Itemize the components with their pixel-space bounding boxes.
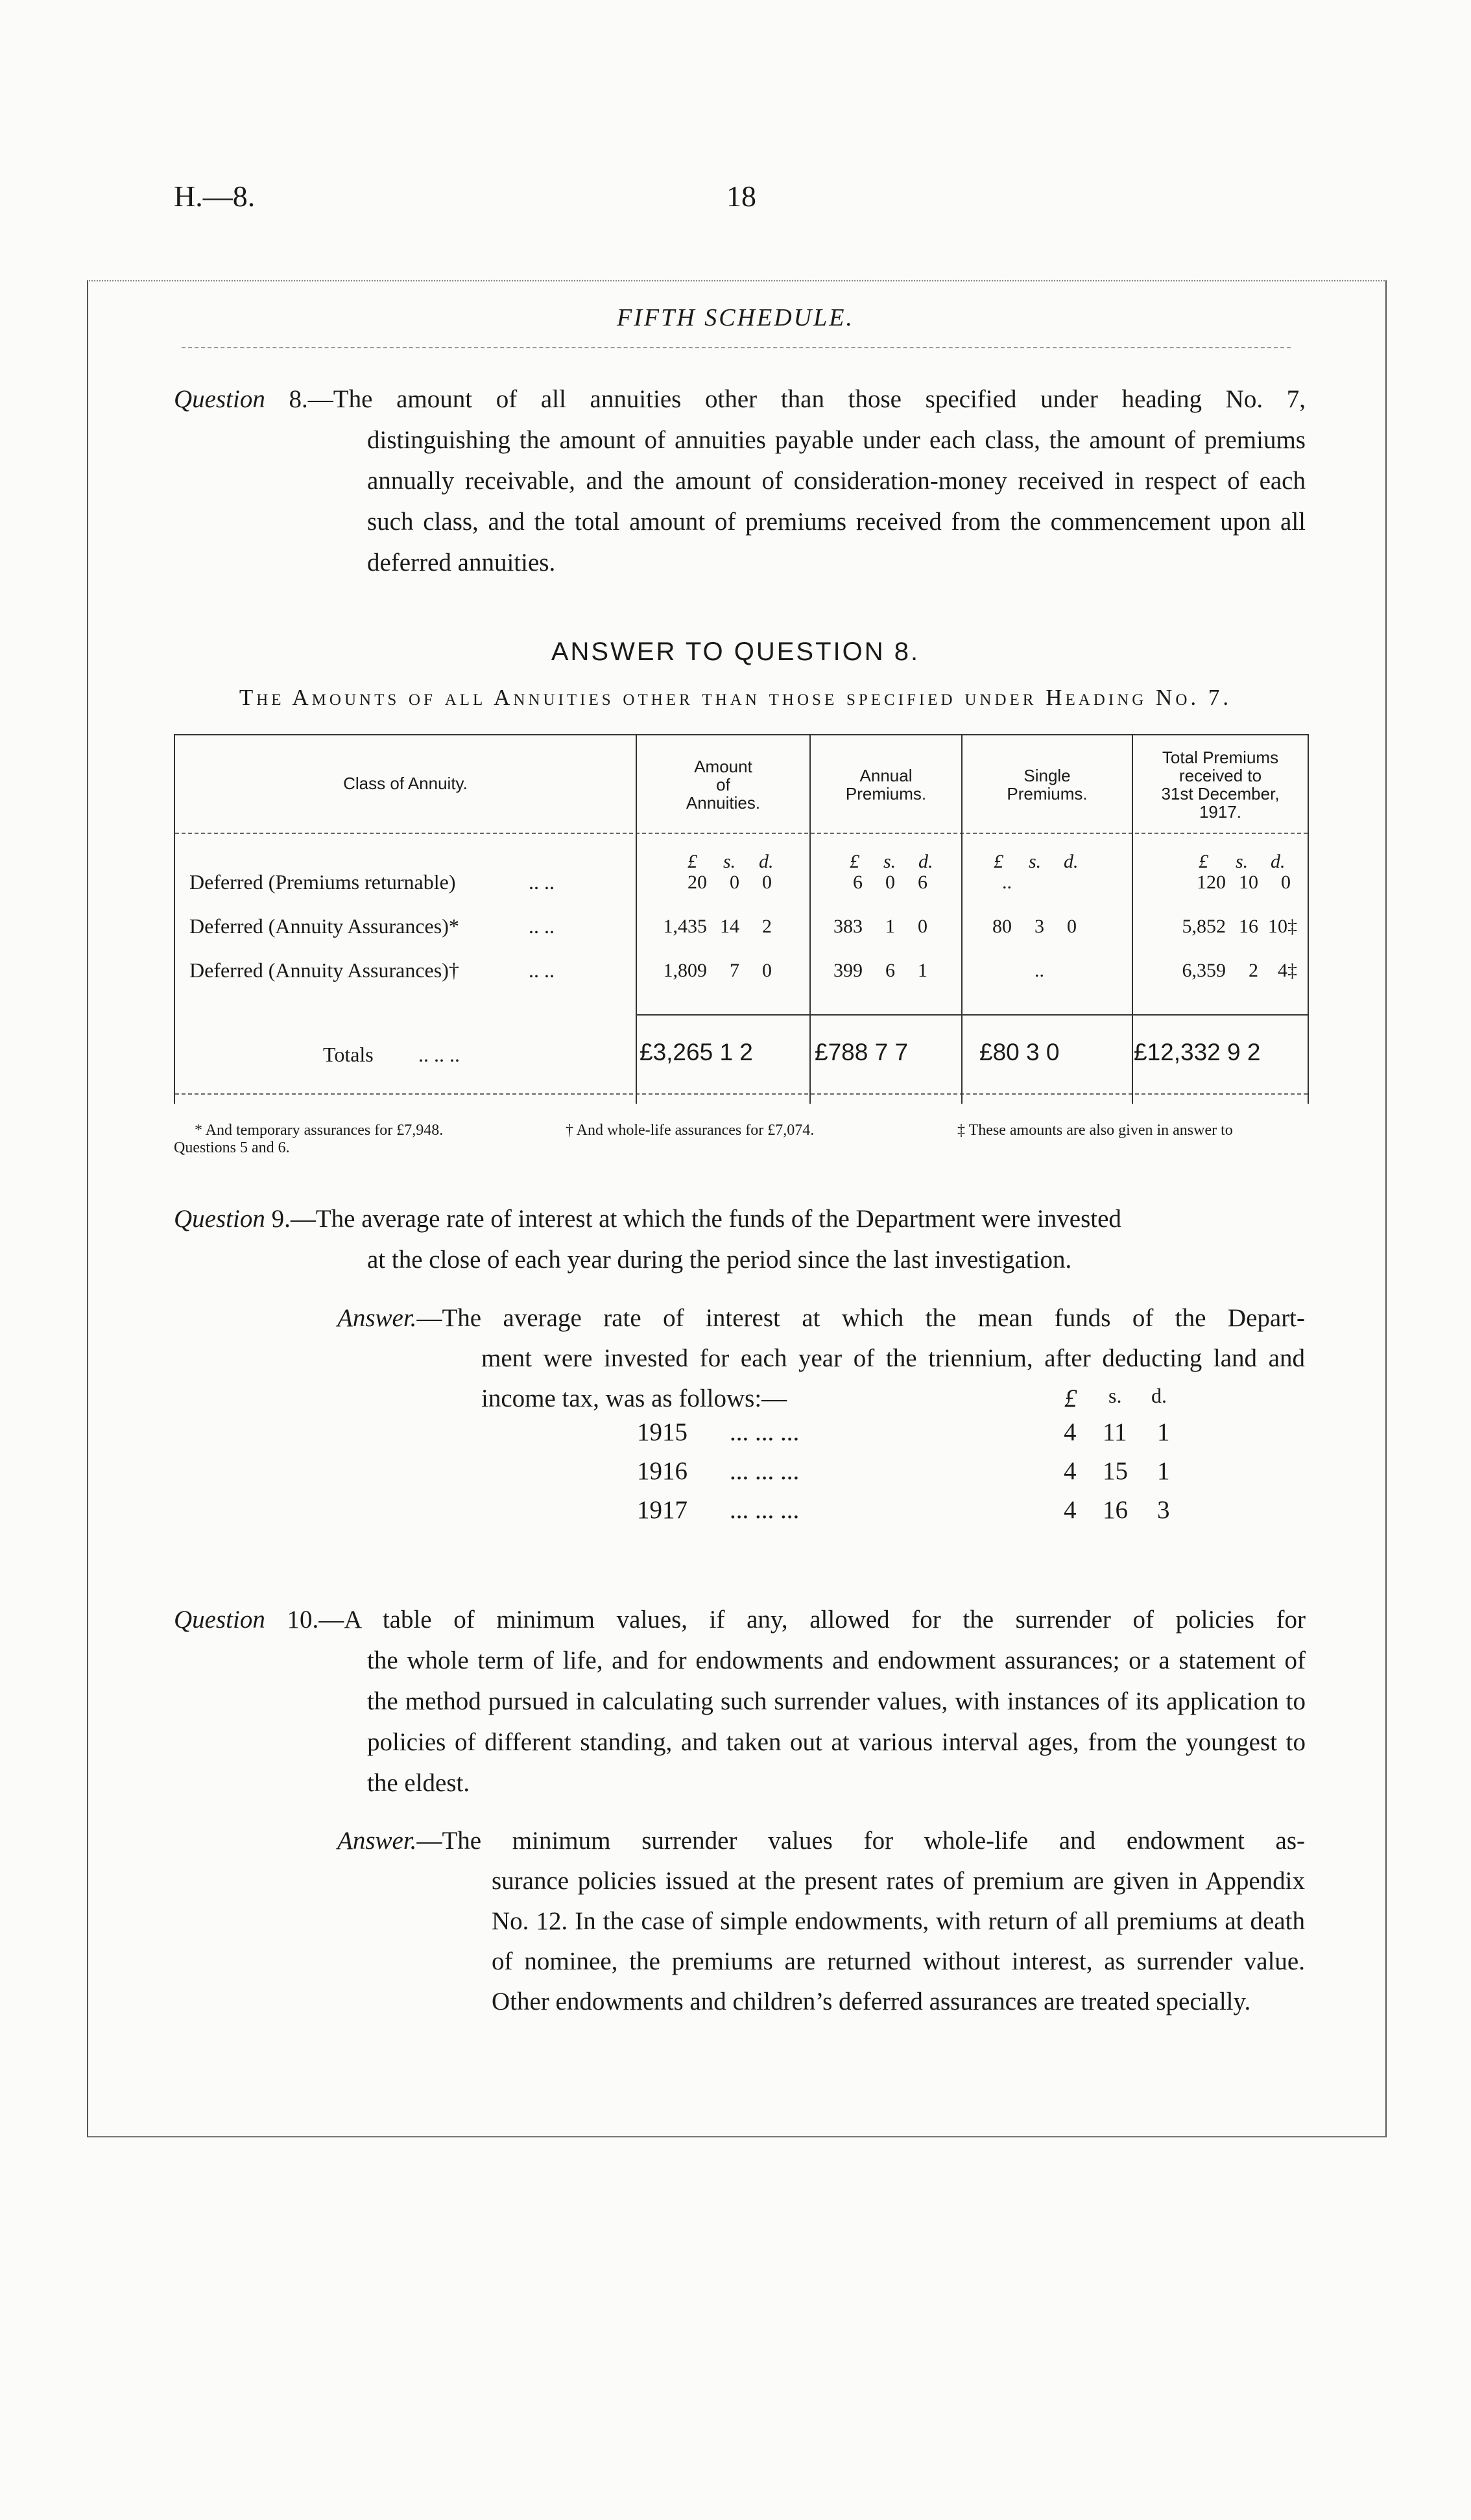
unit-shillings: s. <box>723 851 736 872</box>
rate-pounds: 4 <box>1064 1418 1077 1446</box>
amount-pounds: 1,809 <box>663 960 707 981</box>
question-10 <box>174 1599 1306 1803</box>
answer-9-continuation: ment were invested for each year of the triennium, after deducting land and income tax, was as follows:— <box>481 1344 1305 1412</box>
total-pounds: 6,359 <box>1182 960 1226 981</box>
totals-rule <box>637 1014 1308 1016</box>
question-10-continuation: the whole term of life, and for endowments and endowment assurances; or a statement of the method pursued in calculating such surrender values, with instances of its application to policies of different standing, and taken out at various interval ages, from the youngest to the eldest. <box>367 1646 1306 1797</box>
row-leader-dots: .. .. <box>529 870 555 894</box>
schedule-title: FIFTH SCHEDULE. <box>617 304 854 331</box>
amount-shillings: 0 <box>730 872 739 893</box>
row-label: Deferred (Annuity Assurances)† <box>189 958 459 982</box>
amount-shillings: 7 <box>730 960 739 981</box>
amount-pence: 2 <box>762 916 772 937</box>
total-all: £12,332 9 2 <box>1134 1039 1261 1065</box>
rate-pence: 1 <box>1157 1418 1170 1446</box>
unit-shillings: s. <box>1029 851 1042 872</box>
annual-pounds: 6 <box>853 872 863 893</box>
answer-heading: ANSWER TO QUESTION 8. <box>551 637 920 666</box>
header-amount: Amount of Annuities. <box>686 757 761 813</box>
question-number: 8. <box>289 385 308 413</box>
question-8-first-line <box>174 379 1306 420</box>
single-empty: .. <box>1034 960 1044 981</box>
total-pence: 0 <box>1281 872 1291 893</box>
question-text: —The average rate of interest at which the funds of the Department were invested <box>290 1205 1121 1233</box>
title-rule <box>182 347 1291 348</box>
question-number: 9. <box>271 1205 291 1233</box>
table-top-rule <box>175 734 1308 735</box>
amount-pence: 0 <box>762 872 772 893</box>
rate-shillings: 15 <box>1103 1457 1128 1485</box>
rate-leader-dots: ... ... ... <box>730 1457 800 1485</box>
unit-pence: d. <box>1271 851 1286 872</box>
rate-leader-dots: ... ... ... <box>730 1496 800 1524</box>
amount-shillings: 14 <box>720 916 739 937</box>
annual-pence: 0 <box>918 916 927 937</box>
rate-unit-pound: £ <box>1064 1385 1077 1412</box>
rate-pence: 3 <box>1157 1496 1170 1524</box>
question-10-first-line <box>174 1599 1306 1640</box>
document-reference: H.—8. <box>174 180 256 213</box>
rate-year: 1916 <box>637 1457 688 1485</box>
rate-pounds: 4 <box>1064 1496 1077 1524</box>
unit-pence: d. <box>1064 851 1079 872</box>
answer-label: Answer. <box>337 1827 417 1855</box>
row-leader-dots: .. .. <box>529 914 555 938</box>
single-pence: 0 <box>1067 916 1077 937</box>
footnote-double-dagger: ‡ These amounts are also given in answer to <box>957 1122 1233 1139</box>
header-total: Total Premiums received to 31st December, 1917. <box>1161 748 1280 822</box>
amount-pounds: 20 <box>688 872 707 893</box>
rate-unit-pence: d. <box>1151 1384 1167 1407</box>
header-single: Single Premiums. <box>1007 766 1088 803</box>
total-annual: £788 7 7 <box>815 1039 909 1065</box>
footnote-continuation: Questions 5 and 6. <box>174 1139 290 1156</box>
rate-shillings: 11 <box>1103 1418 1127 1446</box>
single-shillings: 3 <box>1034 916 1044 937</box>
total-amount: £3,265 1 2 <box>640 1039 753 1065</box>
question-9-continuation: at the close of each year during the period since the last investigation. <box>367 1246 1072 1274</box>
rate-year: 1917 <box>637 1496 688 1524</box>
answer-10 <box>337 1821 1305 2022</box>
unit-pound: £ <box>994 851 1003 872</box>
unit-pound: £ <box>850 851 859 872</box>
total-shillings: 2 <box>1249 960 1258 981</box>
header-rule <box>175 833 1308 834</box>
annual-pounds: 383 <box>833 916 863 937</box>
table-bottom-rule <box>175 1093 1308 1095</box>
answer-subheading: The Amounts of all Annuities other than those specified under Heading No. 7. <box>239 685 1232 710</box>
annual-pence: 1 <box>918 960 927 981</box>
totals-leader-dots: .. .. .. <box>418 1043 460 1066</box>
unit-pence: d. <box>759 851 774 872</box>
row-leader-dots: .. .. <box>529 958 555 982</box>
annual-shillings: 1 <box>885 916 895 937</box>
rate-leader-dots: ... ... ... <box>730 1418 800 1446</box>
rate-pence: 1 <box>1157 1457 1170 1485</box>
amount-pounds: 1,435 <box>663 916 707 937</box>
question-label: Question <box>174 385 265 413</box>
total-pounds: 120 <box>1197 872 1226 893</box>
row-label: Deferred (Annuity Assurances)* <box>189 914 459 938</box>
question-number: 10. <box>287 1606 319 1634</box>
answer-10-first-line <box>337 1821 1305 1861</box>
total-shillings: 10 <box>1239 872 1258 893</box>
question-9-first-line <box>174 1198 1306 1239</box>
footnote-dagger: † And whole-life assurances for £7,074. <box>566 1122 815 1139</box>
footnote-star: * And temporary assurances for £7,948. <box>195 1122 444 1139</box>
question-text: —The amount of all annuities other than those specified under heading No. 7, <box>307 385 1306 413</box>
row-label: Deferred (Premiums returnable) <box>189 870 456 894</box>
rate-pounds: 4 <box>1064 1457 1077 1485</box>
answer-text: —The minimum surrender values for whole-life and endowment as- <box>416 1827 1305 1855</box>
answer-10-continuation: surance policies issued at the present rates of premium are given in Appendix No. 12. In the case of simple endowments, with return of all premiums at death of nominee, the premiums are returned without interest, as surrender value. Other endowments and children’s deferred assurances are treated specially. <box>492 1867 1305 2015</box>
rate-unit-shillings: s. <box>1108 1384 1122 1407</box>
annuities-table <box>174 734 1309 1104</box>
header-annual: Annual Premiums. <box>845 766 927 803</box>
total-pounds: 5,852 <box>1182 916 1226 937</box>
total-pence: 4‡ <box>1278 960 1297 981</box>
question-9 <box>174 1198 1306 1280</box>
unit-shillings: s. <box>883 851 896 872</box>
totals-label: Totals <box>323 1043 374 1066</box>
rate-year: 1915 <box>637 1418 688 1446</box>
amount-pence: 0 <box>762 960 772 981</box>
single-pounds: 80 <box>992 916 1012 937</box>
rate-shillings: 16 <box>1103 1496 1128 1524</box>
unit-shillings: s. <box>1236 851 1249 872</box>
question-label: Question <box>174 1205 265 1233</box>
page-number: 18 <box>726 180 756 213</box>
total-shillings: 16 <box>1239 916 1258 937</box>
question-text: —A table of minimum values, if any, allowed for the surrender of policies for <box>318 1606 1306 1634</box>
single-empty: .. <box>1002 872 1012 893</box>
question-label: Question <box>174 1606 265 1634</box>
total-single: £80 3 0 <box>979 1039 1060 1065</box>
header-class: Class of Annuity. <box>343 774 468 793</box>
total-pence: 10‡ <box>1268 916 1297 937</box>
unit-pence: d. <box>918 851 933 872</box>
question-8-continuation: distinguishing the amount of annuities payable under each class, the amount of premiums annually receivable, and the amount of consideration-money received in respect of each such class, and the total amount of premiums received from the commencement upon all deferred annuities. <box>367 426 1306 577</box>
annual-shillings: 0 <box>885 872 895 893</box>
answer-text: —The average rate of interest at which the mean funds of the Depart- <box>416 1304 1305 1332</box>
unit-pound: £ <box>1199 851 1208 872</box>
answer-label: Answer. <box>337 1304 417 1332</box>
annual-shillings: 6 <box>885 960 895 981</box>
annual-pence: 6 <box>918 872 927 893</box>
unit-pound: £ <box>688 851 697 872</box>
question-8 <box>174 379 1306 583</box>
annual-pounds: 399 <box>833 960 863 981</box>
answer-9-first-line <box>337 1298 1305 1338</box>
